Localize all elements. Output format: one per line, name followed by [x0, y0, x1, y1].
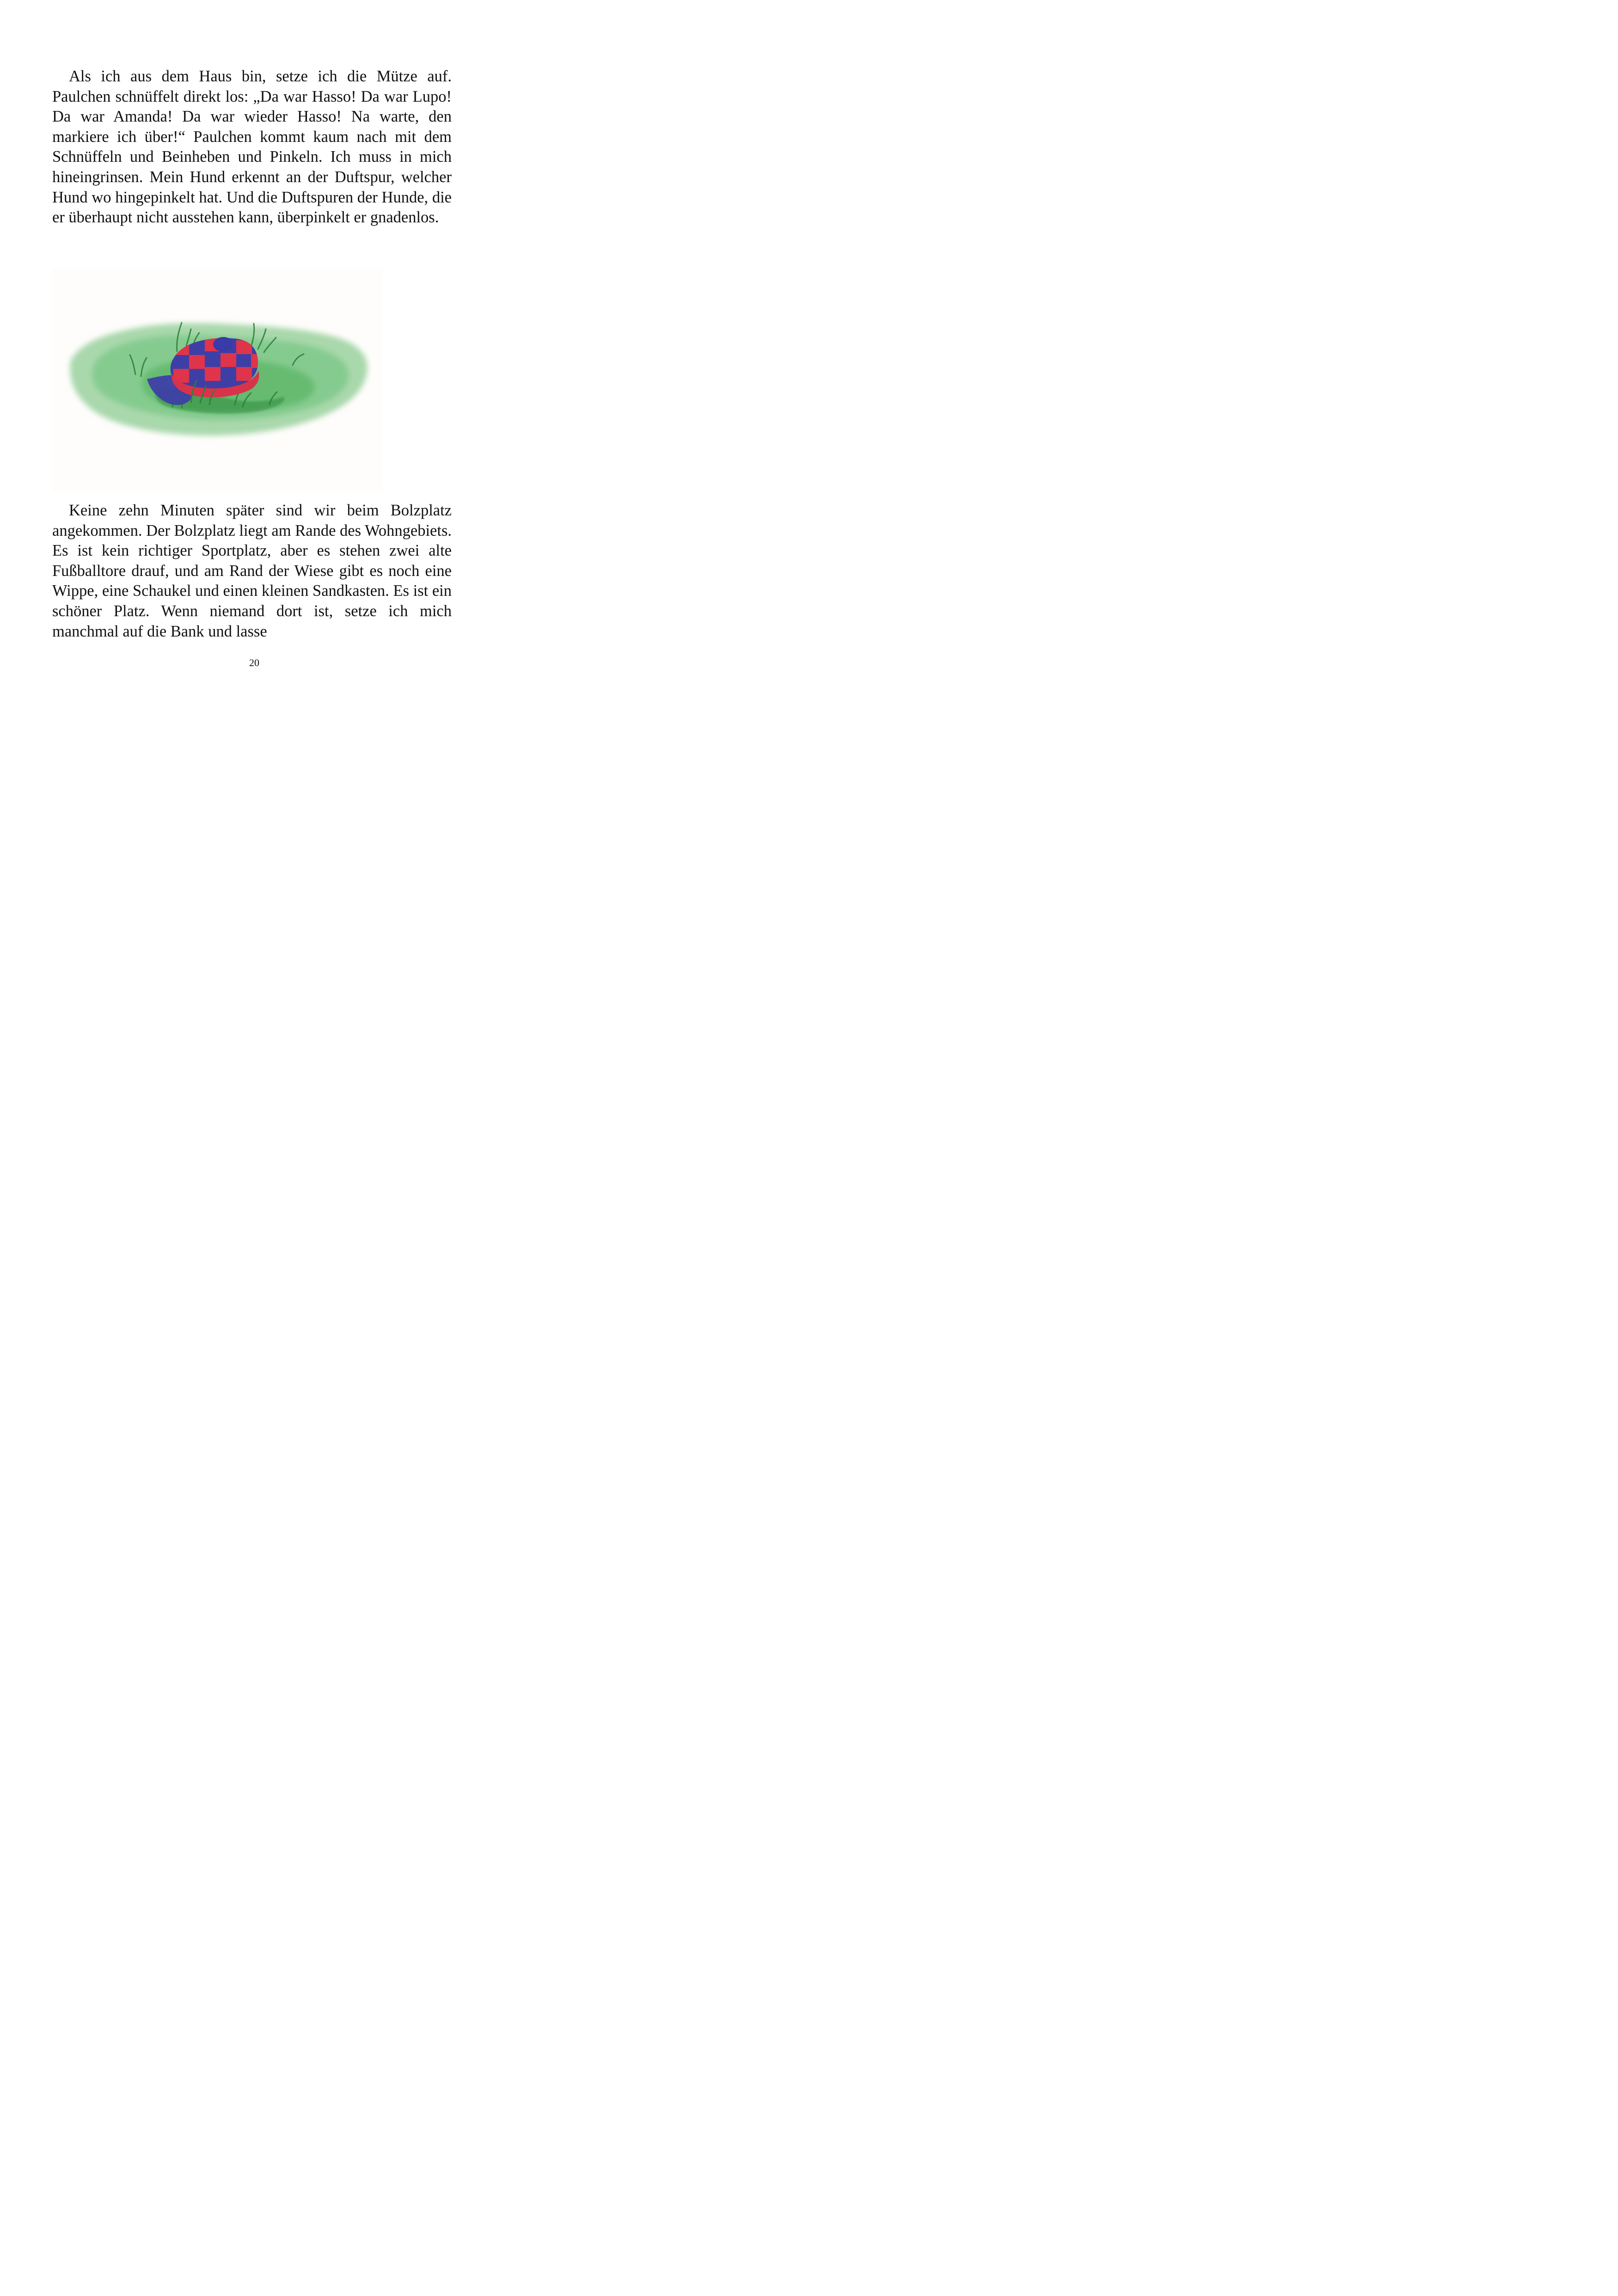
watercolor-cap-image — [52, 268, 383, 491]
cap-on-grass-illustration — [52, 268, 383, 491]
page-number: 20 — [249, 657, 259, 668]
paragraph-2: Keine zehn Minuten später sind wir beim Bolzplatz angekommen. Der Bolzplatz liegt am Rande des Wohngebiets. Es ist kein richtiger Sportplatz, aber es stehen zwei alte Fußballtore drauf, und am Rand der Wiese gibt es noch eine Wippe, eine Schaukel und einen kleinen Sandkasten. Es ist ein schöner Platz. Wenn niemand dort ist, setze ich mich manchmal auf die Bank und lasse — [52, 502, 452, 640]
cap-button — [213, 337, 233, 352]
paragraph-1: Als ich aus dem Haus bin, setze ich die Mütze auf. Paulchen schnüffelt direkt los: „Da war Hasso! Da war Lupo! Da war Amanda! Da war wieder Hasso! Na warte, den markiere ich über!“ Paulchen kommt kaum nach mit dem Schnüffeln und Beinheben und Pinkeln. Ich muss in mich hineingrinsen. Mein Hund erkennt an der Duftspur, welcher Hund wo hingepinkelt hat. Und die Duftspuren der Hunde, die er überhaupt nicht ausstehen kann, überpinkelt er gnadenlos. — [52, 67, 452, 227]
